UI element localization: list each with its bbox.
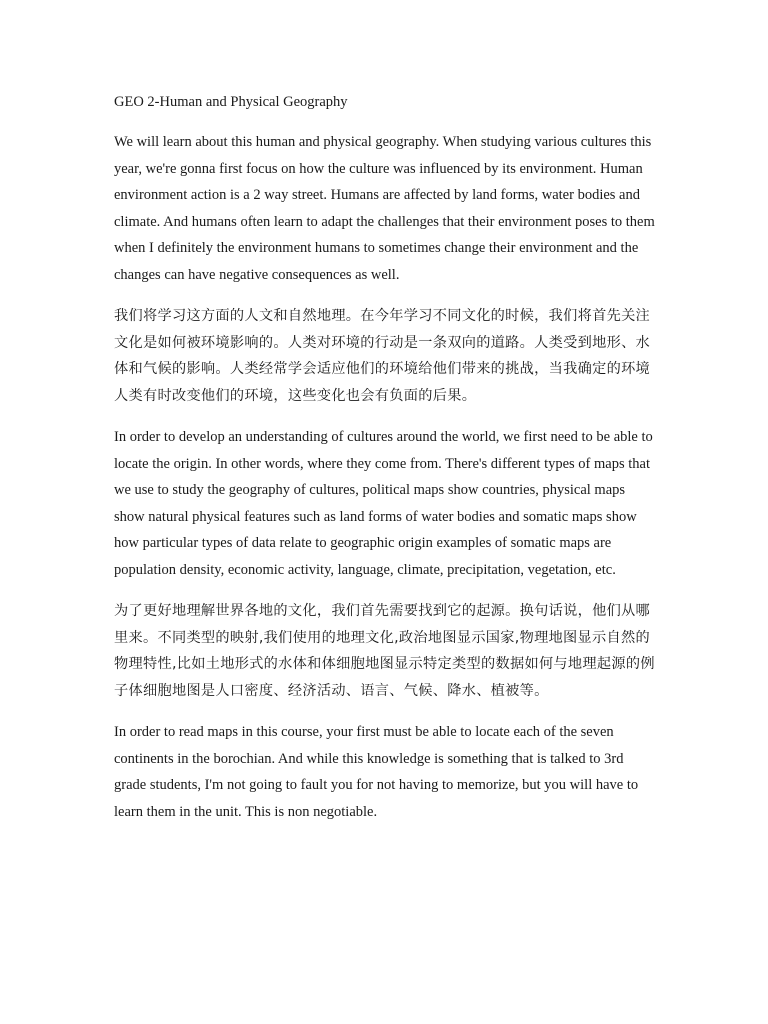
paragraph-chinese-1: 我们将学习这方面的人文和自然地理。在今年学习不同文化的时候，我们将首先关注文化是如何被环境影响的。人类对环境的行动是一条双向的道路。人类受到地形、水体和气候的影响。人类经常学会适应他们的环境给他们带来的挑战，当我确定的环境人类有时改变他们的环境，这些变化也会有负面的后果。 (114, 308, 651, 404)
paragraph-chinese-2: 为了更好地理解世界各地的文化，我们首先需要找到它的起源。换句话说，他们从哪里来。不同类型的映射,我们使用的地理文化,政治地图显示国家,物理地图显示自然的物理特性,比如土地形式的水体和体细胞地图显示特定类型的数据如何与地理起源的例子体细胞地图是人口密度、经济活动、语言、气候、降水、植被等。 (114, 603, 655, 699)
paragraph-english-2: In order to develop an understanding of cultures around the world, we first need to be able to locate the origin. In other words, where they come from. There's different types of maps that we use to study the geography of cultures, political maps show countries, physical maps show natural physical features such as land forms of water bodies and somatic maps show how particular types of data relate to geographic origin examples of somatic maps are population density, economic activity, language, climate, precipitation, vegetation, etc. (114, 429, 653, 578)
paragraph-english-3: In order to read maps in this course, your first must be able to locate each of the seven continents in the borochian. And while this knowledge is something that is talked to 3rd grade students, I'm not going to fault you for not having to memorize, but you will have to learn them in the unit. This is non negotiable. (114, 724, 639, 820)
document-title: GEO 2-Human and Physical Geography (114, 94, 348, 110)
document-body (114, 91, 659, 840)
paragraph-english-1: We will learn about this human and physical geography. When studying various cultures this year, we're gonna first focus on how the culture was influenced by its environment. Human environment action is a 2 way street. Humans are affected by land forms, water bodies and climate. And humans often learn to adapt the challenges that their environment poses to them when I definitely the environment humans to sometimes change their environment and the changes can have negative consequences as well. (114, 134, 655, 283)
